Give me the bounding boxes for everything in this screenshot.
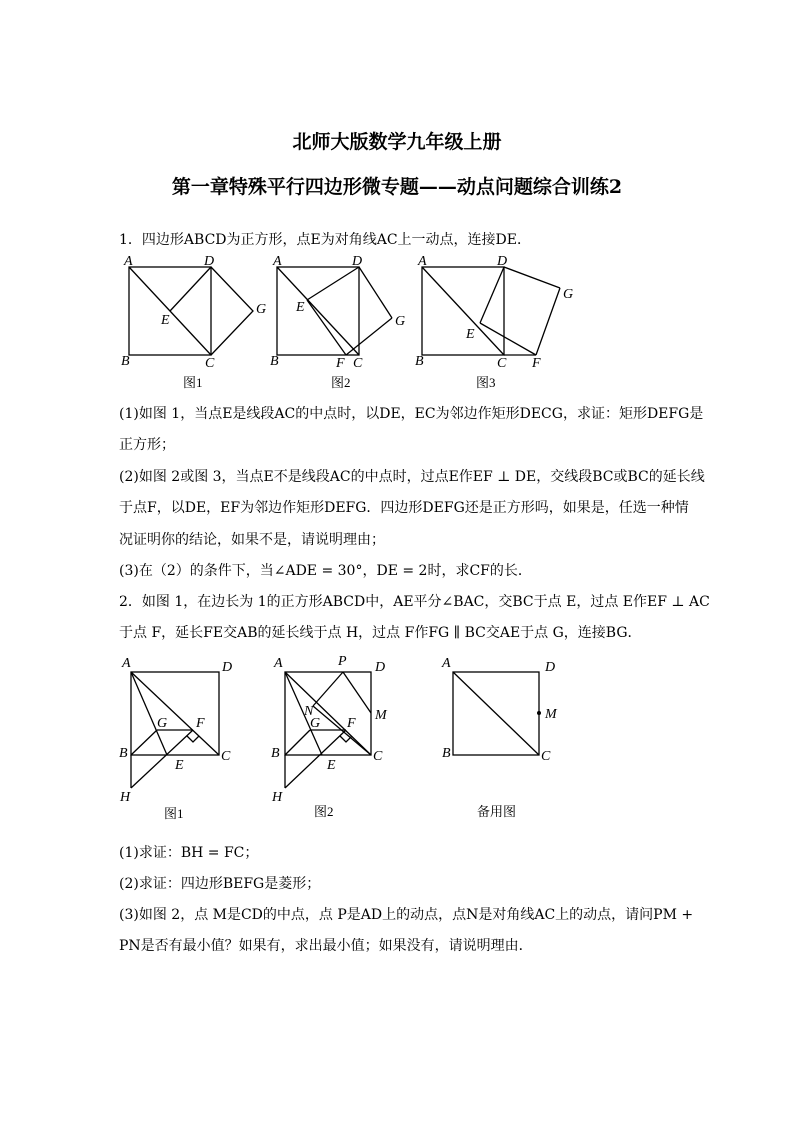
- q1-fig1-caption: 图1: [183, 375, 203, 390]
- label-B: B: [119, 746, 128, 761]
- q2-fig2: [271, 654, 388, 819]
- q2-spare-fig: [441, 656, 558, 819]
- label-C: C: [541, 749, 551, 764]
- label-D: D: [545, 660, 556, 675]
- label-M: M: [545, 707, 557, 722]
- label-E: E: [466, 327, 475, 342]
- label-C: C: [373, 749, 383, 764]
- label-B: B: [270, 354, 279, 369]
- q1-part1-line1: (1)如图 1，当点E是线段AC的中点时，以DE，EC为邻边作矩形DECG，求证：矩形DEFG是: [119, 406, 704, 422]
- q2-fig1-caption: 图1: [164, 806, 184, 821]
- label-C: C: [221, 749, 231, 764]
- label-B: B: [121, 354, 130, 369]
- q1-part2-line1: (2)如图 2或图 3，当点E不是线段AC的中点时，过点E作EF ⊥ DE，交线段BC或BC的延长线: [119, 469, 705, 485]
- label-F: F: [347, 716, 356, 731]
- q2-part2: (2)求证：四边形BEFG是菱形；: [119, 876, 321, 892]
- q2-spare-caption: 备用图: [477, 804, 517, 819]
- label-A: A: [418, 254, 427, 269]
- label-B: B: [271, 746, 280, 761]
- q1-part2-line2: 于点F，以DE，EF为邻边作矩形DEFG．四边形DEFG还是正方形吗，如果是，任选一种情: [119, 500, 689, 516]
- label-G: G: [395, 314, 406, 329]
- subtitle: 第一章特殊平行四边形微专题——动点问题综合训练2: [171, 176, 623, 198]
- label-D: D: [204, 254, 215, 269]
- q1-part2-line3: 况证明你的结论，如果不是，请说明理由；: [119, 532, 385, 548]
- q2-fig1: [119, 656, 232, 821]
- q1-fig2-caption: 图2: [331, 375, 351, 390]
- label-A: A: [442, 656, 451, 671]
- q2-part3-line1: (3)如图 2，点 M是CD的中点，点 P是AD上的动点，点N是对角线AC上的动点，请问PM +: [119, 907, 694, 923]
- label-G: G: [310, 716, 321, 731]
- q1-fig3-caption: 图3: [476, 375, 496, 390]
- q1-stem: 1．四边形ABCD为正方形，点E为对角线AC上一动点，连接DE．: [119, 232, 531, 248]
- label-M: M: [375, 708, 387, 723]
- label-A: A: [122, 656, 131, 671]
- label-D: D: [375, 660, 386, 675]
- label-F: F: [336, 356, 345, 371]
- label-G: G: [563, 287, 574, 302]
- label-P: P: [338, 654, 347, 669]
- label-F: F: [196, 716, 205, 731]
- label-C: C: [353, 356, 363, 371]
- label-B: B: [442, 746, 451, 761]
- label-A: A: [274, 656, 283, 671]
- q2-stem-line2: 于点 F，延长FE交AB的延长线于点 H，过点 F作FG ∥ BC交AE于点 G，连接BG．: [119, 625, 642, 641]
- title: 北师大版数学九年级上册: [292, 131, 502, 153]
- q2-part1: (1)求证：BH = FC；: [119, 845, 259, 861]
- label-E: E: [161, 313, 170, 328]
- label-D: D: [497, 254, 508, 269]
- q2-part3-line2: PN是否有最小值？如果有，求出最小值；如果没有，请说明理由．: [119, 938, 533, 954]
- q1-part1-line2: 正方形；: [119, 437, 175, 453]
- label-B: B: [415, 354, 424, 369]
- label-G: G: [256, 302, 267, 317]
- label-A: A: [273, 254, 282, 269]
- q1-part3: (3)在（2）的条件下，当∠ADE = 30°，DE = 2时，求CF的长．: [119, 563, 532, 579]
- q2-stem-line1: 2．如图 1，在边长为 1的正方形ABCD中，AE平分∠BAC，交BC于点 E，过点 E作EF ⊥ AC: [119, 594, 710, 610]
- label-C: C: [497, 356, 507, 371]
- label-C: C: [205, 356, 215, 371]
- label-H: H: [272, 790, 283, 805]
- label-N: N: [304, 704, 314, 719]
- label-A: A: [124, 254, 133, 269]
- label-E: E: [296, 300, 305, 315]
- label-H: H: [120, 790, 131, 805]
- label-E: E: [327, 758, 336, 773]
- label-D: D: [222, 660, 233, 675]
- q2-fig2-caption: 图2: [314, 804, 334, 819]
- label-G: G: [157, 716, 168, 731]
- label-D: D: [352, 254, 363, 269]
- label-E: E: [175, 758, 184, 773]
- label-F: F: [532, 356, 541, 371]
